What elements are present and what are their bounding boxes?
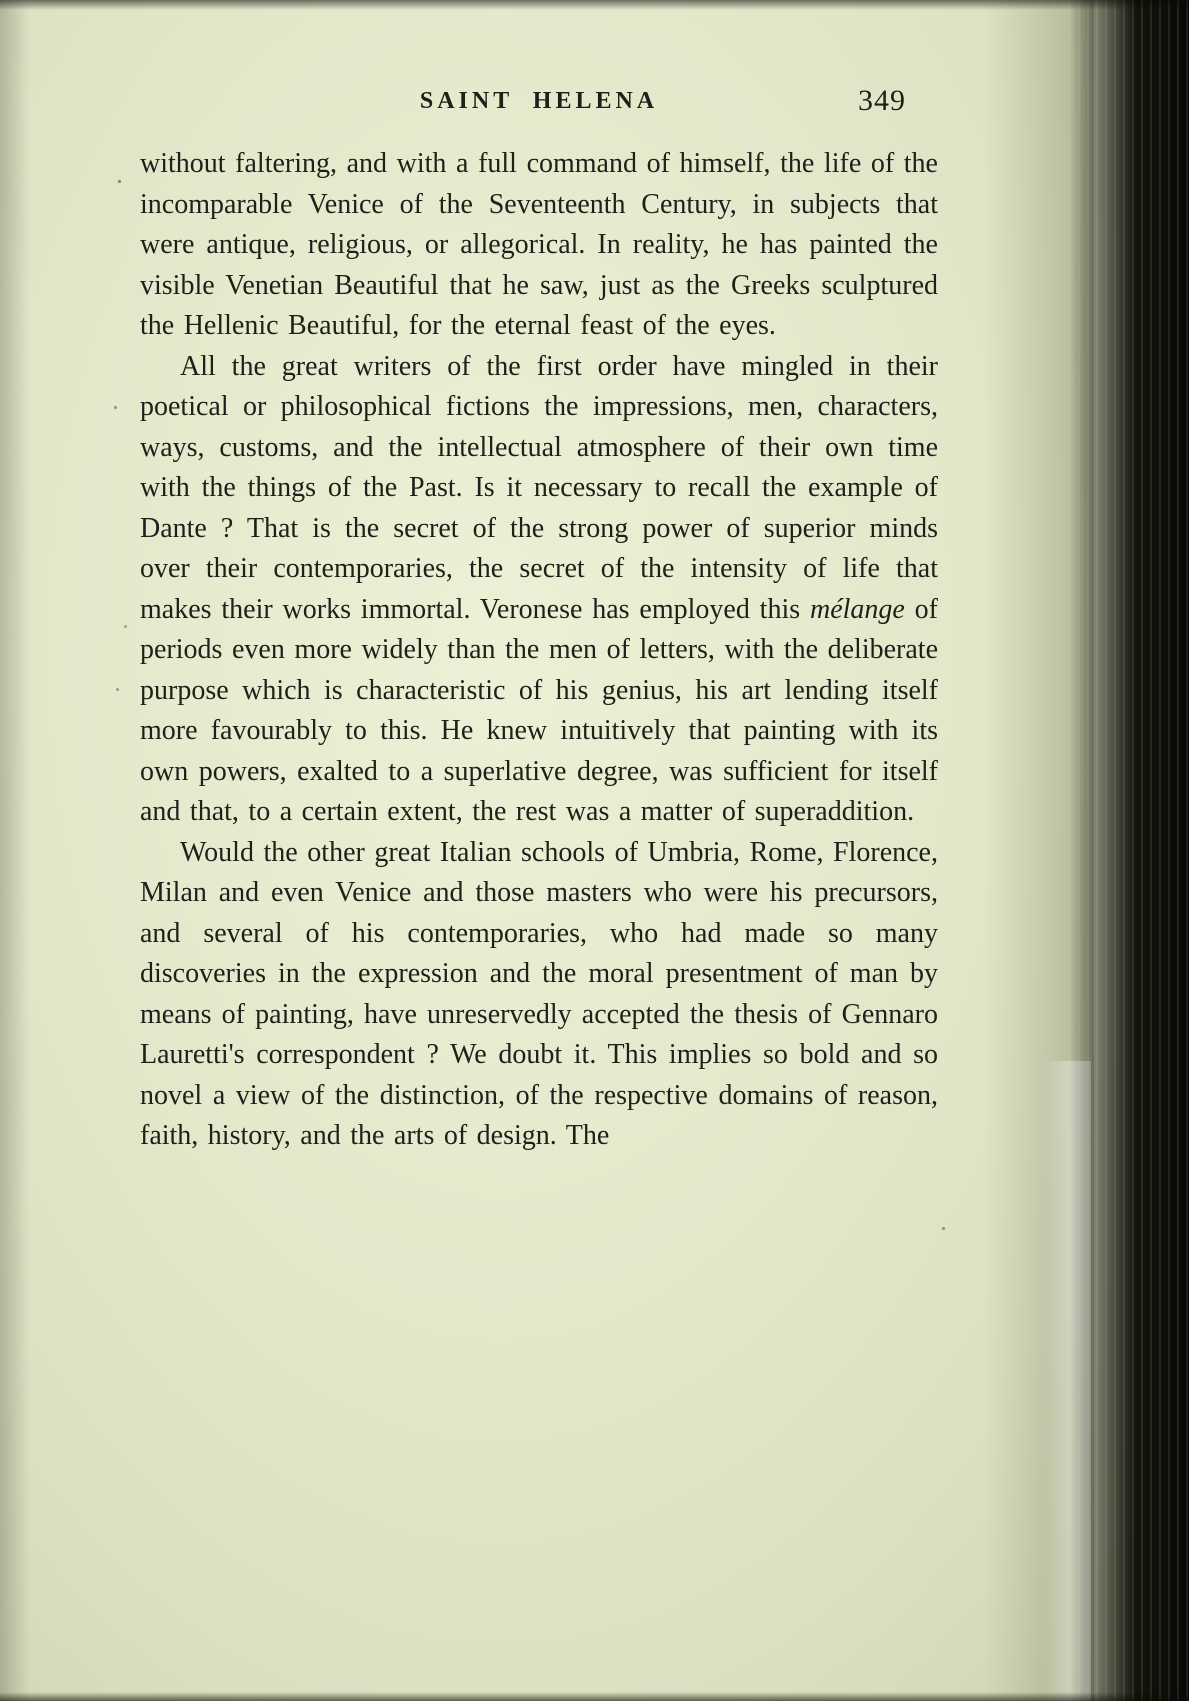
paragraph [140,347,938,833]
running-title: SAINT HELENA [419,88,659,114]
text-run: without faltering, and with a full command of himself, the life of the incomparable Venice of the Seventeenth Century, in subjects that were antique, religious, or allegorical. In reality, he has painted the visible Venetian Beautiful that he saw, just as the Greeks sculptured the Hellenic Beautiful, for the eternal feast of the eyes. [140,148,938,341]
page-text [140,144,938,1157]
paragraph [140,833,938,1157]
italic-text-run: mélange [809,593,905,625]
text-column [140,84,938,1157]
text-run: of periods even more widely than the men of letters, with the deliberate purpose which is characteristic of his genius, his art lending itself more favourably to this. He knew intuitively that painting with its own powers, exalted to a superlative degree, was sufficient for itself and that, to a certain extent, the rest was a matter of superaddition. [140,593,938,827]
page-number: 349 [858,84,906,117]
text-run: Would the other great Italian schools of Umbria, Rome, Florence, Milan and even Venice and those masters who were his precursors, and several of his contemporaries, who had made so many discoveries in the expression and the moral presentment of man by means of painting, have unreservedly accepted the thesis of Gennaro Lauretti's correspondent ? We doubt it. This implies so bold and so novel a view of the distinction, of the respective domains of reason, faith, history, and the arts of design. The [140,836,938,1151]
paragraph [140,144,938,347]
text-run: All the great writers of the first order have mingled in their poetical or philosophical fictions the impressions, men, characters, ways, customs, and the intellectual atmosphere of their own time with the things of the Past. Is it necessary to recall the example of Dante ? That is the secret of the strong power of superior minds over their contemporaries, the secret of the intensity of life that makes their works immortal. Veronese has employed this [140,350,938,625]
page-header [140,84,938,122]
